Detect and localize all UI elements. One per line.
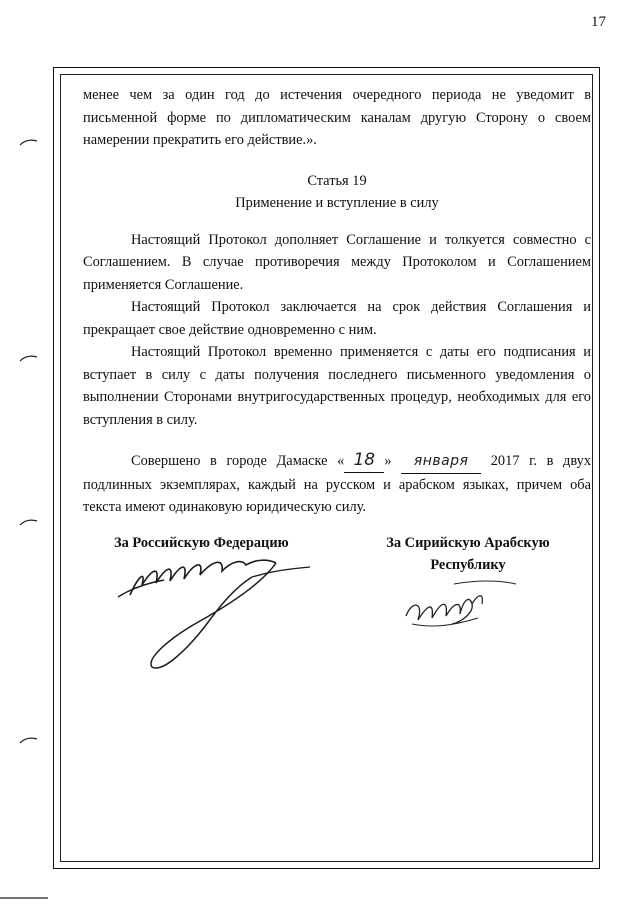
paragraph: Настоящий Протокол временно применяется с даты его подписания и вступает в силу с даты получения последнего письменного уведомления о выполнении Сторонами внутригосударственных процедур, необходимых для его вступления в силу. — [83, 344, 591, 428]
signature-label-syria-line2: Республику — [430, 557, 506, 573]
done-text-mid: » — [384, 453, 402, 469]
document-body — [83, 84, 591, 519]
article-title: Применение и вступление в силу — [235, 195, 439, 211]
signature-label-syria — [373, 532, 563, 576]
article-number: Статья 19 — [307, 172, 367, 189]
binding-mark — [19, 517, 39, 527]
continuation-paragraph: менее чем за один год до истечения очередного периода не уведомит в письменной форме по дипломатическим каналам другую Сторону о своем намерении прекратить его действие.». — [83, 87, 591, 148]
signature-syria — [392, 574, 532, 634]
binding-mark — [19, 735, 39, 745]
done-text-start: Совершено в городе Дамаске « — [131, 453, 345, 469]
date-day-handwritten: 18 — [344, 449, 384, 473]
paragraph: Настоящий Протокол дополняет Соглашение и толкуется совместно с Соглашением. В случае противоречия между Протоколом и Соглашением применяется Соглашение. — [83, 231, 591, 293]
signature-label-syria-line1: За Сирийскую Арабскую — [386, 535, 550, 551]
signature-russia — [112, 555, 332, 675]
date-month-handwritten: января — [401, 450, 481, 474]
page-number: 17 — [591, 14, 606, 30]
signature-label-russia: За Российскую Федерацию — [114, 535, 289, 551]
footer-rule — [0, 896, 50, 900]
binding-mark — [19, 353, 39, 363]
binding-mark — [19, 137, 39, 147]
done-at-paragraph — [83, 449, 591, 519]
done-text-end: 2017 г. в двух подлинных экземплярах, каждый на русском и арабском языках, причем оба текста имеют одинаковую юридическую силу. — [83, 453, 592, 515]
paragraph: Настоящий Протокол заключается на срок действия Соглашения и прекращает свое действие одновременно с ним. — [83, 299, 591, 338]
